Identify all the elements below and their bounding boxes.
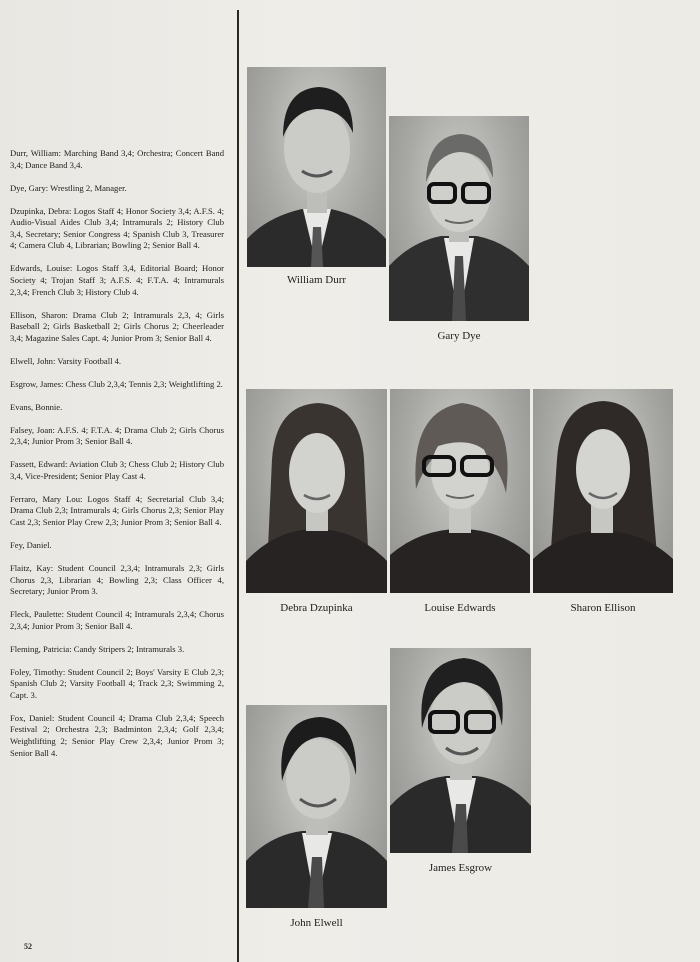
caption-louise-edwards: Louise Edwards [424,602,496,614]
bio-entry: Dye, Gary: Wrestling 2, Manager. [10,182,127,193]
bio-entry: Fleck, Paulette: Student Council 4; Intramurals 2,3,4; Chorus 2,3,4; Junior Prom 3; Senior Ball 4. [10,609,224,631]
caption-sharon-ellison: Sharon Ellison [570,602,636,614]
bio-entry: Ellison, Sharon: Drama Club 2; Intramurals 2,3, 4; Girls Baseball 2; Girls Basketball 2; Girls Chorus 2; Cheerleader 3,4; Magazine Sales Capt. 4; Junior Prom 3; Senior Ball 4. [10,309,224,343]
portrait-image [247,67,386,267]
bio-entry: Evans, Bonnie. [10,401,63,412]
portrait-image [390,648,531,853]
caption-william-durr: William Durr [286,274,347,286]
portrait-gary-dye [389,116,529,321]
portrait-debra-dzupinka [246,389,387,593]
caption-debra-dzupinka: Debra Dzupinka [280,602,353,614]
caption-james-esgrow: James Esgrow [428,862,493,874]
page-number: 52 [24,942,32,951]
bio-entry: Esgrow, James: Chess Club 2,3,4; Tennis 2,3; Weightlifting 2. [10,378,223,389]
bio-entry: Fey, Daniel. [10,539,52,550]
bio-entry: Foley, Timothy: Student Council 2; Boys' Varsity E Club 2,3; Spanish Club 2; Varsity Football 4; Track 2,3; Swimming 2, Capt. 3. [10,666,224,700]
portrait-image [246,389,387,593]
portrait-sharon-ellison [533,389,673,593]
portrait-image [533,389,673,593]
portrait-image [389,116,529,321]
portrait-james-esgrow [390,648,531,853]
bio-entry: Fleming, Patricia: Candy Stripers 2; Intramurals 3. [10,643,185,654]
bio-entry: Falsey, Joan: A.F.S. 4; F.T.A. 4; Drama Club 2; Girls Chorus 2,3,4; Junior Prom 3; Senior Ball 4. [10,424,224,447]
bio-entry: Dzupinka, Debra: Logos Staff 4; Honor Society 3,4; A.F.S. 4; Audio-Visual Aides Club 3,4; Intramurals 2; History Club 3,4, Secretary; Senior Congress 4; Spanish Club 3, Treasurer 4; Camera Club 4, Librarian; Bowling 2; Senior Ball 4. [10,205,224,251]
portrait-image [246,705,387,908]
caption-gary-dye: Gary Dye [437,330,481,342]
bio-entry: Edwards, Louise: Logos Staff 3,4, Editorial Board; Honor Society 4; Trojan Staff 3; A.F.S. 4; F.T.A. 4; Intramurals 2,3,4; French Club 3; History Club 4. [10,263,224,297]
caption-john-elwell: John Elwell [290,917,343,929]
bio-entry: Durr, William: Marching Band 3,4; Orchestra; Concert Band 3,4; Dance Band 3,4. [10,148,224,170]
bio-entry: Flaitz, Kay: Student Council 2,3,4; Intramurals 2,3; Girls Chorus 2,3, Librarian 4; Bowling 2,3; Class Officer 4, Secretary; Junior Prom 3. [10,562,224,597]
column-divider [237,10,239,962]
biography-column [10,148,224,771]
bio-entry: Elwell, John: Varsity Football 4. [10,355,122,366]
portrait-william-durr [247,67,386,267]
bio-entry: Ferraro, Mary Lou: Logos Staff 4; Secretarial Club 3,4; Drama Club 2,3; Intramurals 4; Girls Chorus 2,3; Senior Play Cast 2,3; Senior Play Crew 2,3; Junior Prom 3; Senior Ball 4. [10,493,224,527]
portrait-john-elwell [246,705,387,908]
portrait-louise-edwards [390,389,530,593]
bio-entry: Fox, Daniel: Student Council 4; Drama Club 2,3,4; Speech Festival 2; Orchestra 2,3; Badminton 2,3,4; Golf 2,3,4; Weightlifting 2; Senior Play Crew 2,3,4; Junior Prom 3; Senior Ball 4. [10,712,224,758]
portrait-image [390,389,530,593]
bio-entry: Fassett, Edward: Aviation Club 3; Chess Club 2; History Club 3,4, Vice-President; Senior Play Cast 4. [10,459,224,481]
